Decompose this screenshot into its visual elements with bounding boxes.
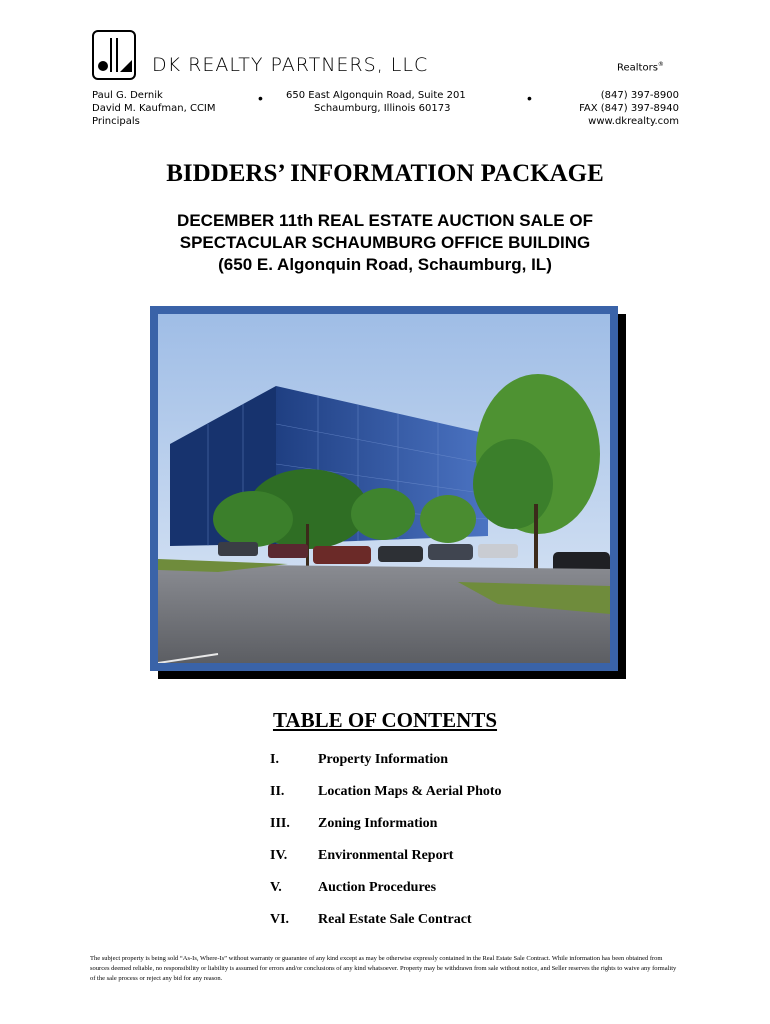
separator-bullet: • bbox=[258, 90, 263, 106]
toc-label: Environmental Report bbox=[318, 848, 454, 863]
phone-number: (847) 397-8900 bbox=[600, 90, 679, 101]
toc-number: VI. bbox=[270, 912, 290, 927]
toc-label: Location Maps & Aerial Photo bbox=[318, 784, 502, 799]
principals-block bbox=[92, 89, 216, 128]
toc-number: I. bbox=[270, 752, 279, 767]
principals-label: Principals bbox=[92, 116, 140, 127]
toc-item[interactable] bbox=[270, 816, 590, 836]
toc-label: Zoning Information bbox=[318, 816, 438, 831]
toc-heading: TABLE OF CONTENTS bbox=[272, 708, 498, 732]
subtitle-line: (650 E. Algonquin Road, Schaumburg, IL) bbox=[218, 255, 552, 274]
legal-disclaimer: The subject property is being sold “As-Is, Where-Is” without warranty or guarantee of any kind except as may be otherwise expressly contained in the Real Estate Sale Contract. While information has been obtained from sources deemed reliable, no responsibility or liability is assumed for errors and/or conclusions of any kind whatsoever. Property may be withdrawn from sale without notice, and Seller reserves the rights to waive any formality of the sale process or reject any bid for any reason. bbox=[90, 955, 677, 982]
subtitle-line: DECEMBER 11th REAL ESTATE AUCTION SALE OF bbox=[177, 211, 593, 230]
firm-name: DK REALTY PARTNERS, LLC bbox=[152, 54, 429, 76]
subtitle-line: SPECTACULAR SCHAUMBURG OFFICE BUILDING bbox=[179, 233, 591, 252]
auction-subtitle bbox=[0, 210, 770, 276]
address-line: 650 East Algonquin Road, Suite 201 bbox=[286, 90, 466, 101]
toc-item[interactable] bbox=[270, 752, 590, 772]
toc-label: Auction Procedures bbox=[318, 880, 437, 895]
company-logo bbox=[92, 30, 136, 80]
address-block bbox=[286, 89, 466, 115]
website-link[interactable]: www.dkrealty.com bbox=[588, 116, 679, 127]
toc-number: II. bbox=[270, 784, 285, 799]
address-line: Schaumburg, Illinois 60173 bbox=[314, 103, 451, 114]
building-photo bbox=[158, 314, 610, 663]
toc-number: V. bbox=[270, 880, 282, 895]
building-photo-frame bbox=[150, 306, 618, 671]
toc-item[interactable] bbox=[270, 912, 590, 932]
fax-number: FAX (847) 397-8940 bbox=[579, 103, 679, 114]
toc-number: III. bbox=[270, 816, 290, 831]
toc-label: Property Information bbox=[318, 752, 448, 767]
separator-bullet: • bbox=[527, 90, 532, 106]
toc-item[interactable] bbox=[270, 848, 590, 868]
toc-item[interactable] bbox=[270, 784, 590, 804]
toc-item[interactable] bbox=[270, 880, 590, 900]
contact-block bbox=[548, 89, 679, 128]
toc-label: Real Estate Sale Contract bbox=[318, 912, 472, 927]
realtors-label: Realtors® bbox=[617, 61, 664, 74]
principal-name: David M. Kaufman, CCIM bbox=[92, 103, 216, 114]
toc-number: IV. bbox=[270, 848, 288, 863]
registered-mark: ® bbox=[657, 61, 664, 68]
page-title: BIDDERS’ INFORMATION PACKAGE bbox=[166, 160, 604, 187]
principal-name: Paul G. Dernik bbox=[92, 90, 163, 101]
